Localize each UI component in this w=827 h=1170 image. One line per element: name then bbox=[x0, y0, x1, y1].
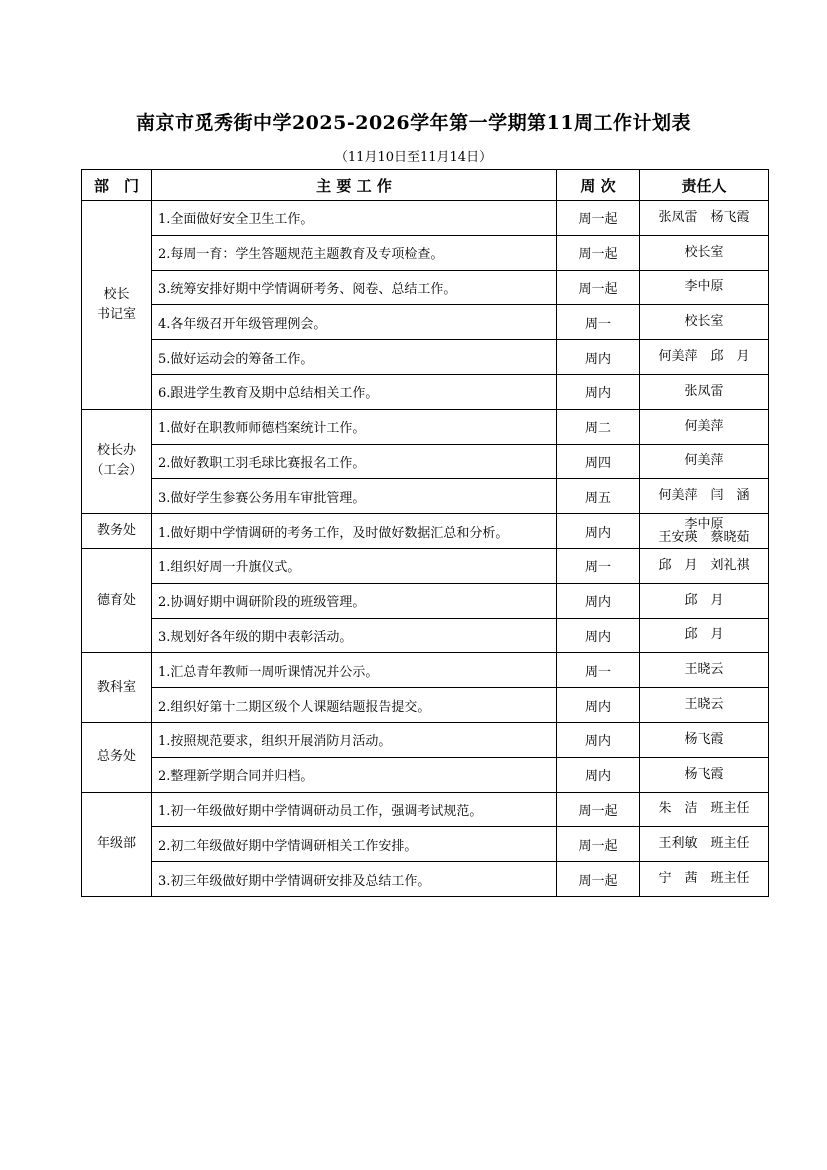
owner-cell: 何美萍 邱 月 bbox=[640, 340, 769, 375]
table-row bbox=[82, 583, 769, 618]
department-cell bbox=[82, 653, 152, 723]
owner-cell: 邱 月 bbox=[640, 583, 769, 618]
department-cell bbox=[82, 201, 152, 410]
department-label: 教科室 bbox=[96, 679, 136, 695]
task-cell: 1.初一年级做好期中学情调研动员工作，强调考试规范。 bbox=[152, 792, 557, 827]
task-cell: 1.汇总青年教师一周听课情况并公示。 bbox=[152, 653, 557, 688]
owner-cell: 朱 洁 班主任 bbox=[640, 792, 769, 827]
table-row bbox=[82, 514, 769, 549]
department-cell bbox=[82, 409, 152, 513]
time-cell: 周内 bbox=[557, 514, 640, 549]
department-label: 校长 书记室 bbox=[96, 286, 136, 322]
table-row bbox=[82, 340, 769, 375]
time-cell: 周一起 bbox=[557, 827, 640, 862]
owner-cell: 王晓云 bbox=[640, 653, 769, 688]
owner-cell: 张凤雷 杨飞霞 bbox=[640, 201, 769, 236]
task-cell: 1.组织好周一升旗仪式。 bbox=[152, 548, 557, 583]
table-row bbox=[82, 444, 769, 479]
owner-cell: 宁 茜 班主任 bbox=[640, 862, 769, 897]
owner-cell: 王晓云 bbox=[640, 688, 769, 723]
table-row bbox=[82, 201, 769, 236]
owner-cell: 邱 月 刘礼祺 bbox=[640, 548, 769, 583]
table-row bbox=[82, 479, 769, 514]
time-cell: 周一 bbox=[557, 548, 640, 583]
work-plan-table bbox=[81, 169, 769, 897]
owner-cell: 王利敏 班主任 bbox=[640, 827, 769, 862]
time-cell: 周四 bbox=[557, 444, 640, 479]
header-row bbox=[82, 170, 769, 201]
time-cell: 周内 bbox=[557, 340, 640, 375]
owner-cell: 何美萍 bbox=[640, 444, 769, 479]
task-cell: 1.按照规范要求，组织开展消防月活动。 bbox=[152, 722, 557, 757]
table-row bbox=[82, 618, 769, 653]
owner-cell: 何美萍 闫 涵 bbox=[640, 479, 769, 514]
owner-cell: 校长室 bbox=[640, 235, 769, 270]
department-label: 教务处 bbox=[96, 523, 136, 539]
owner-cell: 李中原 bbox=[640, 270, 769, 305]
table-row bbox=[82, 374, 769, 409]
time-cell: 周内 bbox=[557, 688, 640, 723]
table-row bbox=[82, 235, 769, 270]
owner-cell: 杨飞霞 bbox=[640, 722, 769, 757]
time-cell: 周内 bbox=[557, 757, 640, 792]
task-cell: 2.做好教职工羽毛球比赛报名工作。 bbox=[152, 444, 557, 479]
task-cell: 2.协调好期中调研阶段的班级管理。 bbox=[152, 583, 557, 618]
table-row bbox=[82, 827, 769, 862]
table-row bbox=[82, 688, 769, 723]
task-cell: 1.做好在职教师师德档案统计工作。 bbox=[152, 409, 557, 444]
task-cell: 2.整理新学期合同并归档。 bbox=[152, 757, 557, 792]
time-cell: 周一起 bbox=[557, 862, 640, 897]
task-cell: 3.初三年级做好期中学情调研安排及总结工作。 bbox=[152, 862, 557, 897]
table-row bbox=[82, 862, 769, 897]
header-dept: 部 门 bbox=[82, 170, 152, 201]
department-label: 校长办 （工会） bbox=[90, 443, 143, 479]
page-title: 南京市觅秀街中学2025-2026学年第一学期第11周工作计划表 bbox=[135, 112, 692, 134]
header-owner: 责任人 bbox=[640, 170, 769, 201]
owner-cell: 李中原 王安瑛 蔡晓茹 bbox=[640, 514, 769, 549]
table-row bbox=[82, 792, 769, 827]
time-cell: 周内 bbox=[557, 374, 640, 409]
department-cell bbox=[82, 514, 152, 549]
time-cell: 周一起 bbox=[557, 792, 640, 827]
department-label: 年级部 bbox=[96, 836, 136, 852]
department-cell bbox=[82, 548, 152, 652]
task-cell: 3.做好学生参赛公务用车审批管理。 bbox=[152, 479, 557, 514]
time-cell: 周一起 bbox=[557, 201, 640, 236]
time-cell: 周一 bbox=[557, 305, 640, 340]
table-row bbox=[82, 270, 769, 305]
task-cell: 2.初二年级做好期中学情调研相关工作安排。 bbox=[152, 827, 557, 862]
time-cell: 周内 bbox=[557, 583, 640, 618]
task-cell: 3.规划好各年级的期中表彰活动。 bbox=[152, 618, 557, 653]
task-cell: 2.每周一育：学生答题规范主题教育及专项检查。 bbox=[152, 235, 557, 270]
task-cell: 2.组织好第十二期区级个人课题结题报告提交。 bbox=[152, 688, 557, 723]
table-row bbox=[82, 653, 769, 688]
table-body bbox=[82, 201, 769, 897]
department-label: 总务处 bbox=[96, 749, 136, 765]
owner-cell: 何美萍 bbox=[640, 409, 769, 444]
header-task: 主 要 工 作 bbox=[152, 170, 557, 201]
department-cell bbox=[82, 792, 152, 896]
task-cell: 4.各年级召开年级管理例会。 bbox=[152, 305, 557, 340]
owner-cell: 张凤雷 bbox=[640, 374, 769, 409]
time-cell: 周一起 bbox=[557, 235, 640, 270]
time-cell: 周内 bbox=[557, 722, 640, 757]
task-cell: 1.做好期中学情调研的考务工作，及时做好数据汇总和分析。 bbox=[152, 514, 557, 549]
table-row bbox=[82, 305, 769, 340]
department-label: 德育处 bbox=[96, 592, 136, 608]
time-cell: 周内 bbox=[557, 618, 640, 653]
time-cell: 周一 bbox=[557, 653, 640, 688]
table-row bbox=[82, 722, 769, 757]
date-range: （11月10日至11月14日） bbox=[334, 150, 493, 165]
owner-cell: 校长室 bbox=[640, 305, 769, 340]
table-row bbox=[82, 409, 769, 444]
owner-cell: 邱 月 bbox=[640, 618, 769, 653]
task-cell: 5.做好运动会的筹备工作。 bbox=[152, 340, 557, 375]
department-cell bbox=[82, 722, 152, 792]
header-time: 周 次 bbox=[557, 170, 640, 201]
owner-cell: 杨飞霞 bbox=[640, 757, 769, 792]
task-cell: 6.跟进学生教育及期中总结相关工作。 bbox=[152, 374, 557, 409]
task-cell: 3.统筹安排好期中学情调研考务、阅卷、总结工作。 bbox=[152, 270, 557, 305]
time-cell: 周一起 bbox=[557, 270, 640, 305]
task-cell: 1.全面做好安全卫生工作。 bbox=[152, 201, 557, 236]
time-cell: 周二 bbox=[557, 409, 640, 444]
table-row bbox=[82, 757, 769, 792]
table-row bbox=[82, 548, 769, 583]
time-cell: 周五 bbox=[557, 479, 640, 514]
